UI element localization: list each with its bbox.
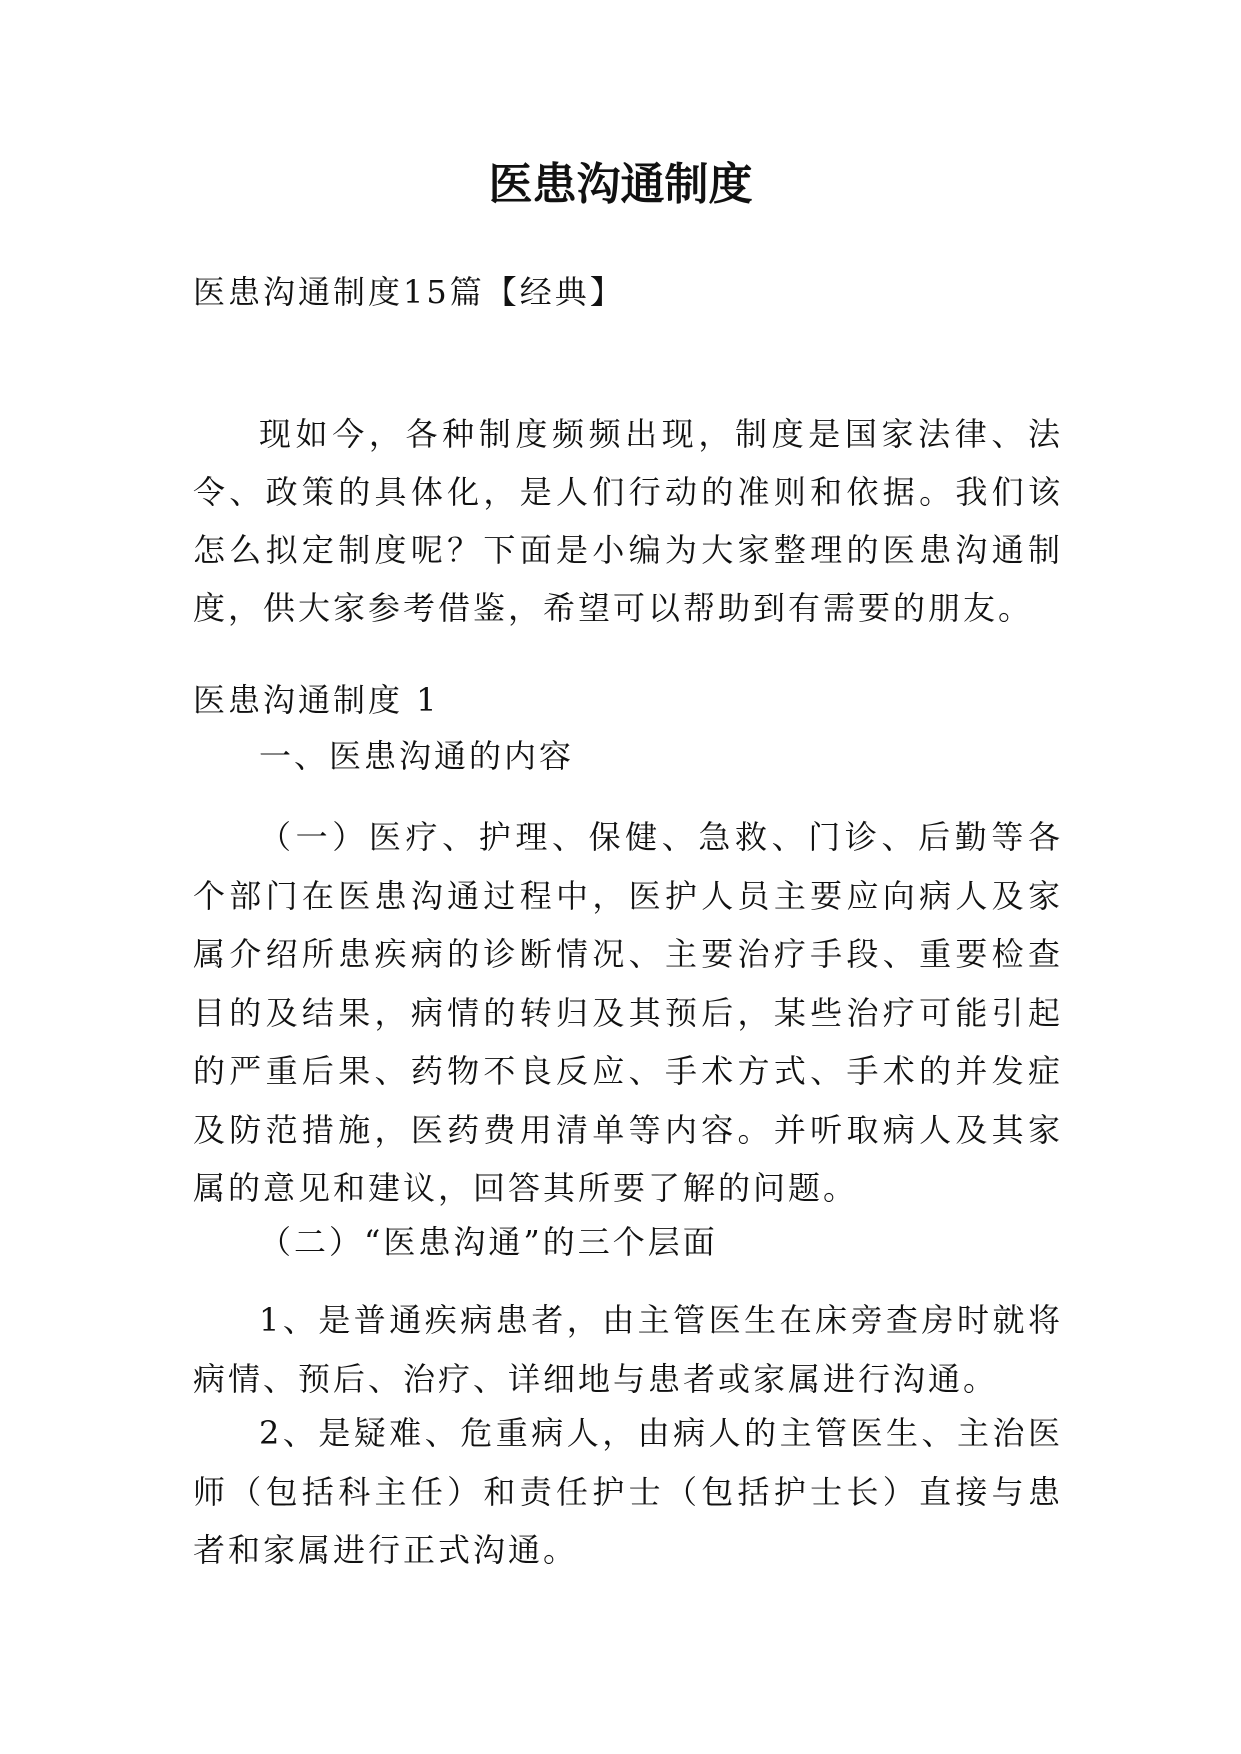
section-subheading: 一、医患沟通的内容 <box>259 737 575 775</box>
intro-paragraph: 现如今，各种制度频频出现，制度是国家法律、法令、政策的具体化，是人们行动的准则和依据。我们该怎么拟定制度呢？下面是小编为大家整理的医患沟通制度，供大家参考借鉴，希望可以帮助到有需要的朋友。 <box>193 415 1063 627</box>
level-paragraph-2: 2、是疑难、危重病人，由病人的主管医生、主治医师（包括科主任）和责任护士（包括护士长）直接与患者和家属进行正式沟通。 <box>193 1414 1063 1569</box>
content-heading-2: （二）“医患沟通”的三个层面 <box>259 1223 718 1261</box>
document-title: 医患沟通制度 <box>488 159 753 210</box>
section-heading: 医患沟通制度 1 <box>193 681 440 719</box>
content-paragraph-1: （一）医疗、护理、保健、急救、门诊、后勤等各个部门在医患沟通过程中，医护人员主要应向病人及家属介绍所患疾病的诊断情况、主要治疗手段、重要检查目的及结果，病情的转归及其预后，某些治疗可能引起的严重后果、药物不良反应、手术方式、手术的并发症及防范措施，医药费用清单等内容。并听取病人及其家属的意见和建议，回答其所要了解的问题。 <box>193 818 1063 1207</box>
level-paragraph-1: 1、是普通疾病患者，由主管医生在床旁查房时就将病情、预后、治疗、详细地与患者或家属进行沟通。 <box>193 1301 1063 1398</box>
document-subtitle: 医患沟通制度15篇【经典】 <box>193 273 625 311</box>
